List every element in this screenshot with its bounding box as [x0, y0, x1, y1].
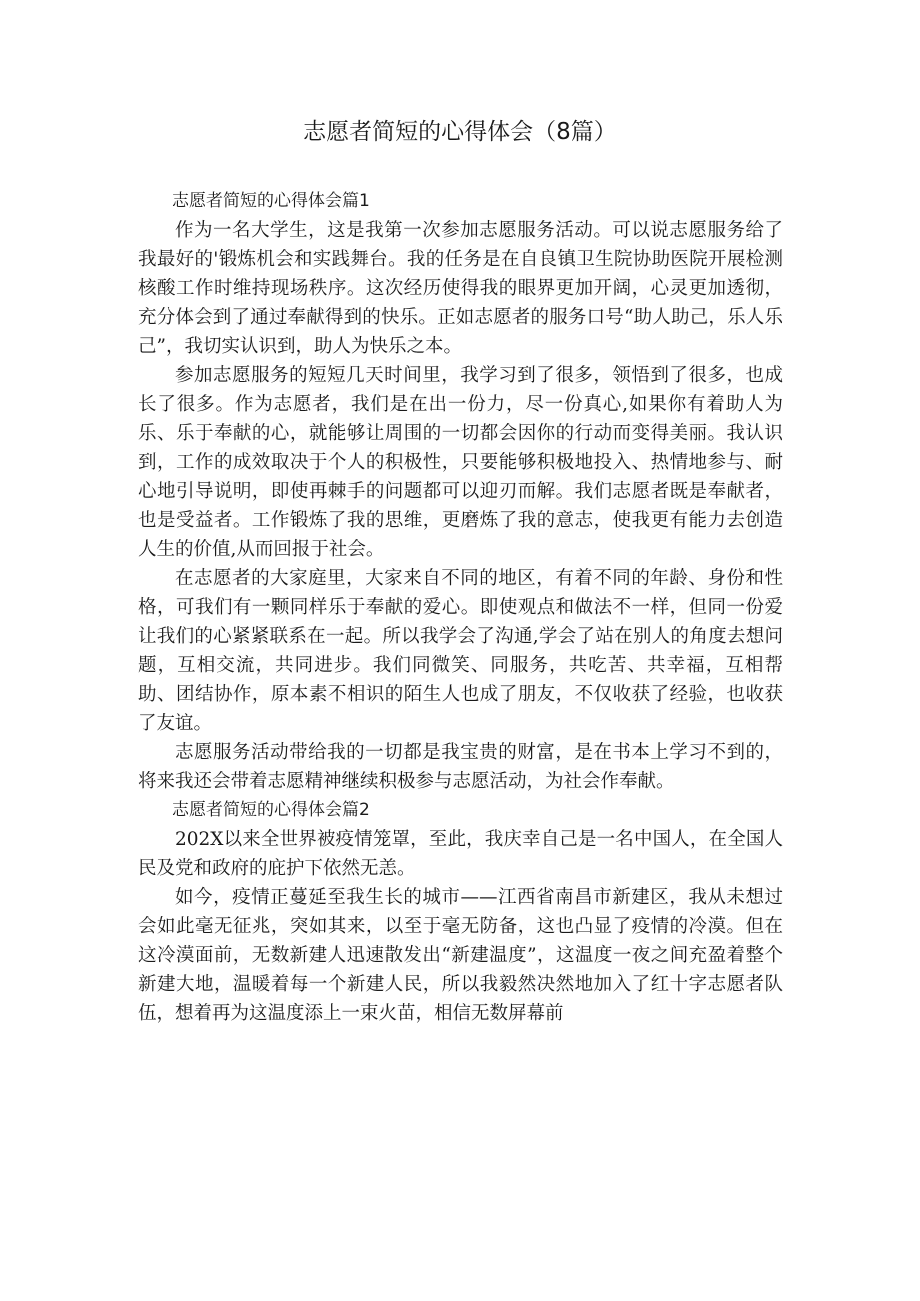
paragraph: 202X以来全世界被疫情笼罩，至此，我庆幸自己是一名中国人，在全国人民及党和政府的庇护下依然无恙。 — [138, 829, 783, 879]
paragraph: 作为一名大学生，这是我第一次参加志愿服务活动。可以说志愿服务给了我最好的'锻炼机会和实践舞台。我的任务是在自良镇卫生院协助医院开展检测核酸工作时维持现场秩序。这次经历使得我的眼界更加开阔，心灵更加透彻，充分体会到了通过奉献得到的快乐。正如志愿者的服务口号“助人助己，乐人乐己”，我切实认识到，助人为快乐之本。 — [138, 220, 783, 357]
paragraph: 参加志愿服务的短短几天时间里，我学习到了很多，领悟到了很多，也成长了很多。作为志愿者，我们是在出一份力，尽一份真心,如果你有着助人为乐、乐于奉献的心，就能够让周围的一切都会因你的行动而变得美丽。我认识到，工作的成效取决于个人的积极性，只要能够积极地投入、热情地参与、耐心地引导说明，即使再棘手的问题都可以迎刃而解。我们志愿者既是奉献者，也是受益者。工作锻炼了我的思维，更磨炼了我的意志，使我更有能力去创造人生的价值,从而回报于社会。 — [138, 365, 783, 560]
document-body — [138, 187, 783, 1028]
paragraph: 志愿服务活动带给我的一切都是我宝贵的财富，是在书本上学习不到的，将来我还会带着志愿精神继续积极参与志愿活动，为社会作奉献。 — [138, 742, 783, 792]
section-heading: 志愿者简短的心得体会篇1 — [172, 191, 370, 211]
paragraph: 如今，疫情正蔓延至我生长的城市——江西省南昌市新建区，我从未想过会如此毫无征兆，突如其来，以至于毫无防备，这也凸显了疫情的冷漠。但在这冷漠面前，无数新建人迅速散发出“新建温度”，这温度一夜之间充盈着整个新建大地，温暖着每一个新建人民，所以我毅然决然地加入了红十字志愿者队伍，想着再为这温度添上一束火苗，相信无数屏幕前 — [138, 887, 783, 1024]
paragraph: 在志愿者的大家庭里，大家来自不同的地区，有着不同的年龄、身份和性格，可我们有一颗同样乐于奉献的爱心。即使观点和做法不一样，但同一份爱让我们的心紧紧联系在一起。所以我学会了沟通,学会了站在别人的角度去想问题，互相交流，共同进步。我们同微笑、同服务，共吃苦、共幸福，互相帮助、团结协作，原本素不相识的陌生人也成了朋友，不仅收获了经验，也收获了友谊。 — [138, 568, 783, 734]
section-heading: 志愿者简短的心得体会篇2 — [172, 800, 370, 820]
document-title: 志愿者简短的心得体会（8篇） — [303, 119, 617, 145]
